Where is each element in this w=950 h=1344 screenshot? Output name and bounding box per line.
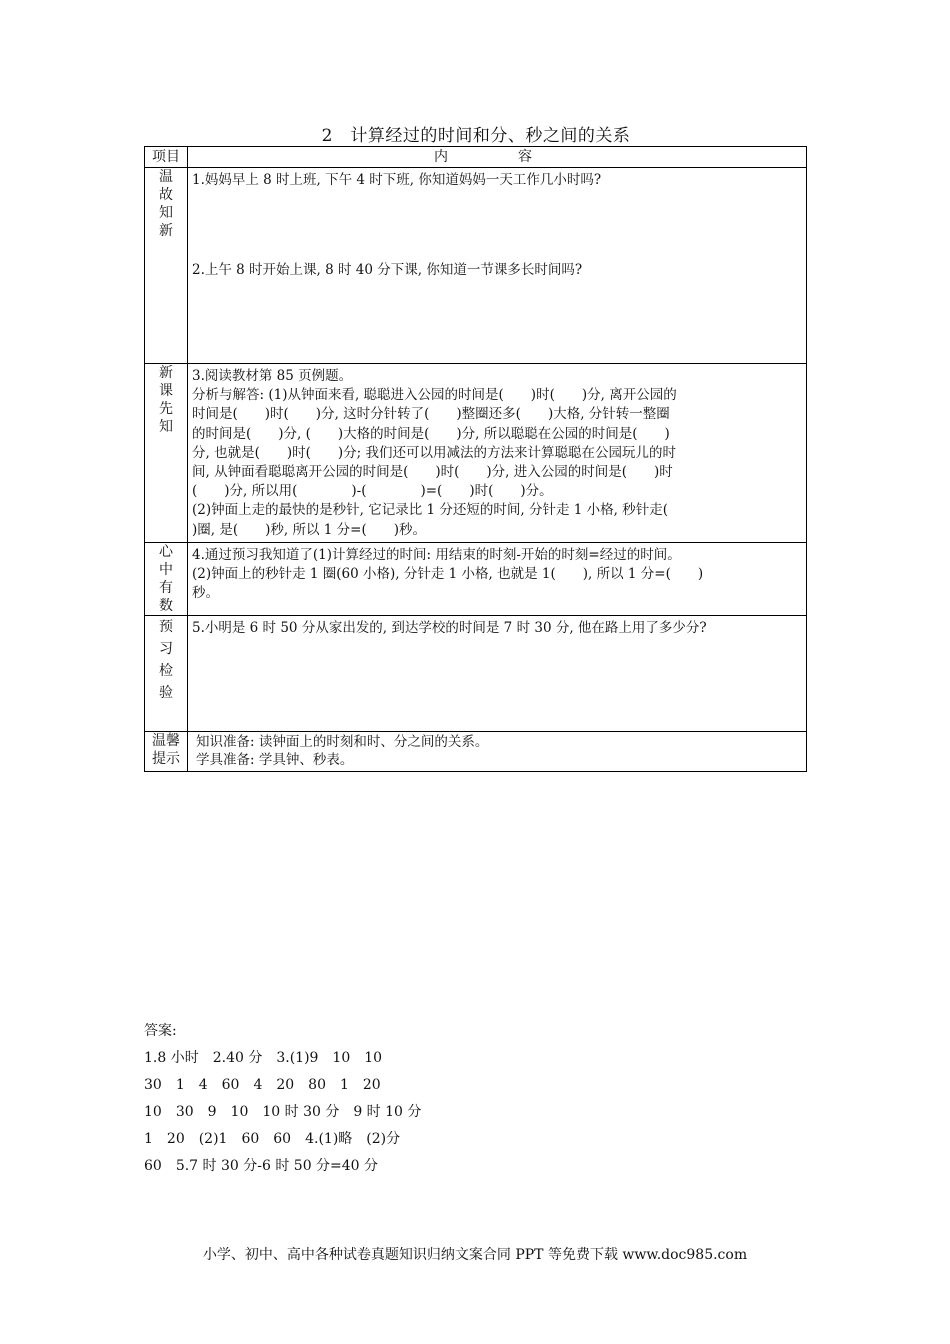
text-line: 3.阅读教材第 85 页例题。 [192,368,353,384]
table-row [145,616,807,732]
answer-line: 30 1 4 60 4 20 80 1 20 [144,1077,381,1093]
header-content-text: 内 容 [434,149,560,165]
label-char: 有 [159,580,173,596]
answer-line: 1.8 小时 2.40 分 3.(1)9 10 10 [144,1050,383,1066]
label-char: 预 [159,619,173,635]
answers-section [144,1018,421,1180]
label-char: 新 [159,223,173,239]
question-1: 1.妈妈早上 8 时上班, 下午 4 时下班, 你知道妈妈一天工作几小时吗? [192,172,602,188]
label-char: 中 [159,562,173,578]
label-char: 心 [159,544,173,560]
label-char: 检 [159,663,173,679]
header-item: 项目 [145,147,188,168]
text-line: 分析与解答: (1)从钟面来看, 聪聪进入公园的时间是( )时( )分, 离开公园的 [192,387,677,404]
label-char: 习 [159,641,173,657]
answer-line: 10 30 9 10 10 时 30 分 9 时 10 分 [144,1104,422,1120]
row-content-xinke [188,364,807,543]
row-label-wenxin [145,732,188,772]
answers-heading: 答案: [144,1023,177,1039]
lesson-table [144,146,807,772]
text-line: 的时间是( )分, ( )大格的时间是( )分, 所以聪聪在公园的时间是( ) [192,425,670,442]
label-char: 课 [159,383,173,399]
text-line: (2)钟面上的秒针走 1 圈(60 小格), 分针走 1 小格, 也就是 1( ), 所以 1 分=( ) [192,566,704,582]
text-line: ( )分, 所以用( )-( )=( )时( )分。 [192,483,553,500]
table-header-row [145,147,807,168]
text-line: 间, 从钟面看聪聪离开公园的时间是( )时( )分, 进入公园的时间是( )时 [192,464,673,481]
row-label-wengu [145,168,188,364]
label-char: 故 [159,187,173,203]
row-content-wenxin [188,732,807,772]
label-char: 数 [159,598,173,614]
question-5: 5.小明是 6 时 50 分从家出发的, 到达学校的时间是 7 时 30 分, 他在路上用了多少分? [192,620,707,636]
label-char: 知 [159,419,173,435]
footer-text: 小学、初中、高中各种试卷真题知识归纳文案合同 PPT 等免费下载 www.doc985.com [202,1247,748,1263]
text-line: 时间是( )时( )分, 这时分针转了( )整圈还多( )大格, 分针转一整圈 [192,406,670,423]
label-char: 验 [159,685,173,701]
text-line: 秒。 [192,585,219,601]
row-label-xinke [145,364,188,543]
label-text: 提示 [152,751,180,767]
row-content-wengu [188,168,807,364]
header-content [188,147,807,168]
table-row [145,364,807,543]
tip-line: 学具准备: 学具钟、秒表。 [196,752,354,768]
answer-line: 1 20 (2)1 60 60 4.(1)略 (2)分 [144,1131,401,1147]
label-text: 温馨 [152,733,180,749]
table-row [145,168,807,364]
row-label-yuxi [145,616,188,732]
table-row [145,732,807,772]
text-line: (2)钟面上走的最快的是秒针, 它记录比 1 分还短的时间, 分针走 1 小格, 秒针走( [192,502,668,519]
text-line: 分, 也就是( )时( )分; 我们还可以用减法的方法来计算聪聪在公园玩儿的时 [192,444,676,461]
answer-line: 60 5.7 时 30 分-6 时 50 分=40 分 [144,1158,379,1174]
page-title: 2 计算经过的时间和分、秒之间的关系 [321,126,631,146]
row-content-xinzhong [188,543,807,616]
row-label-xinzhong [145,543,188,616]
row-content-yuxi [188,616,807,732]
table-row [145,543,807,616]
tip-line: 知识准备: 读钟面上的时刻和时、分之间的关系。 [196,734,489,750]
text-line: 4.通过预习我知道了(1)计算经过的时间: 用结束的时刻-开始的时刻=经过的时间。 [192,547,681,563]
question-2: 2.上午 8 时开始上课, 8 时 40 分下课, 你知道一节课多长时间吗? [192,262,583,278]
label-char: 新 [159,365,173,381]
text-line: )圈, 是( )秒, 所以 1 分=( )秒。 [192,521,426,538]
label-char: 先 [159,401,173,417]
label-char: 知 [159,205,173,221]
label-char: 温 [159,169,173,185]
